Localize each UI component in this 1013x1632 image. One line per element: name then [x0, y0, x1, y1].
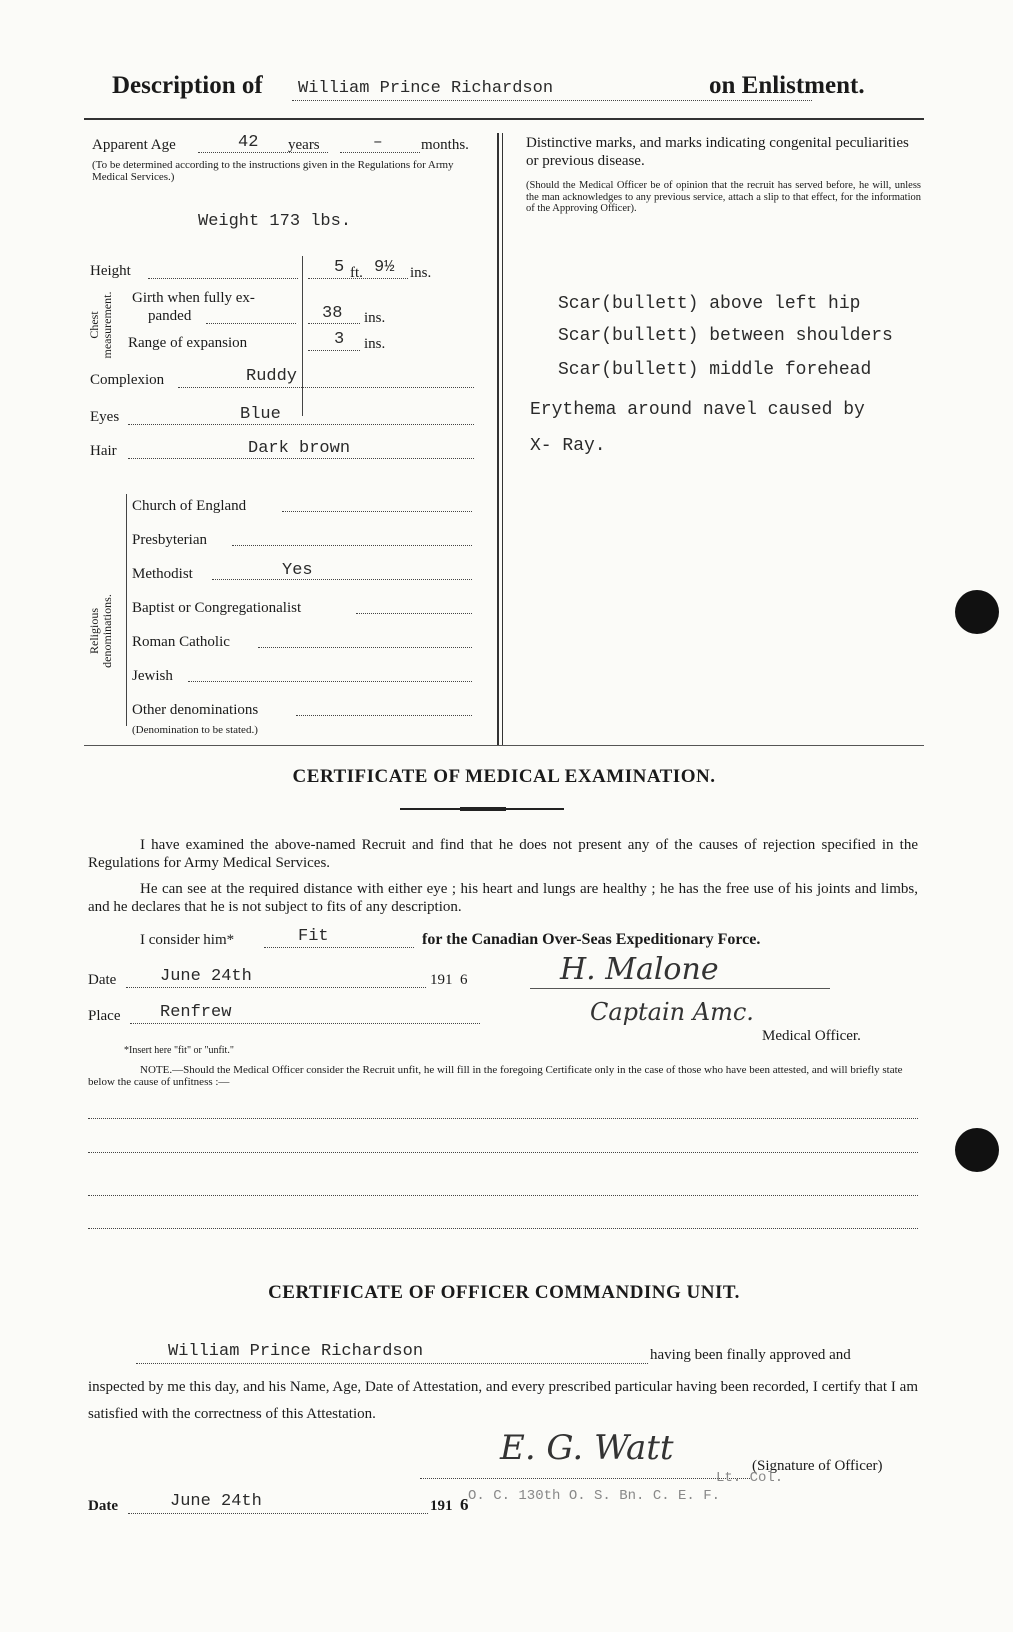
height-box-rule	[302, 256, 303, 416]
religion-line	[282, 511, 472, 512]
commanding-para-b: inspected by me this day, and his Name, Age, Date of Attestation, and every prescribed particular having been recorded, I certify that I am satisfied with the correctness of this Attestation.	[88, 1379, 918, 1422]
religion-label: Church of England	[132, 498, 247, 514]
religion-label: Jewish	[132, 668, 173, 684]
commanding-signature-line	[420, 1478, 750, 1479]
marks-section	[526, 134, 926, 464]
months-label: months.	[421, 137, 469, 153]
weight-text: Weight 173 lbs.	[198, 212, 352, 231]
complexion-line	[178, 387, 474, 388]
commanding-name-value: William Prince Richardson	[168, 1342, 424, 1361]
religion-row	[132, 633, 472, 651]
medical-title-rule-bold	[460, 807, 506, 811]
consider-line	[264, 947, 414, 948]
girth-val-line	[308, 323, 360, 324]
marks-line: Erythema around navel caused by	[530, 400, 865, 420]
commanding-year-digit: 6	[460, 1495, 469, 1514]
hair-label: Hair	[90, 443, 117, 459]
column-divider-inner	[502, 133, 503, 745]
religion-row	[132, 561, 472, 583]
header-name: William Prince Richardson	[298, 79, 554, 98]
eyes-label: Eyes	[90, 409, 120, 425]
medical-certificate-title: CERTIFICATE OF MEDICAL EXAMINATION.	[292, 766, 716, 787]
consider-value: Fit	[298, 927, 329, 946]
marks-note: (Should the Medical Officer be of opinion that the recruit has served before, he will, unless the man acknowledges to any previous service, attach a slip to that effect, for the information of the Approving Officer).	[526, 180, 921, 214]
religion-value: Yes	[282, 561, 313, 580]
punch-hole-lower	[955, 1128, 999, 1172]
description-bottom-rule	[84, 745, 924, 746]
ins-label: ins.	[410, 265, 432, 281]
form-header	[112, 70, 902, 110]
eyes-hair-section	[88, 405, 488, 475]
religion-line	[296, 715, 472, 716]
religion-row	[132, 667, 472, 685]
insert-note: *Insert here "fit" or "unfit."	[124, 1045, 234, 1056]
commanding-year-prefix: 191	[430, 1498, 453, 1514]
religion-side-label: Religious denominations.	[87, 594, 114, 668]
column-divider	[497, 133, 499, 745]
punch-hole-upper	[955, 590, 999, 634]
marks-line: Scar(bullett) above left hip	[558, 294, 861, 314]
commanding-date-line	[128, 1513, 428, 1514]
commanding-date-label: Date	[88, 1498, 118, 1514]
religion-label: Presbyterian	[132, 532, 207, 548]
commanding-certificate-title: CERTIFICATE OF OFFICER COMMANDING UNIT.	[268, 1282, 740, 1303]
medical-date-label: Date	[88, 972, 117, 988]
religion-line	[356, 613, 472, 614]
commanding-stamp-rank: Lt. Col.	[716, 1470, 784, 1486]
medical-year-digit: 6	[460, 972, 468, 988]
months-value: –	[373, 133, 383, 151]
medical-year-prefix: 191	[430, 972, 453, 988]
commanding-name-row	[88, 1342, 918, 1370]
other-denomination-note: (Denomination to be stated.)	[132, 724, 258, 736]
unfitness-line	[88, 1118, 918, 1119]
height-ft: 5	[334, 258, 345, 277]
medical-date-line	[126, 987, 426, 988]
complexion-value: Ruddy	[246, 367, 298, 386]
commanding-signature-label: (Signature of Officer)	[752, 1458, 883, 1474]
medical-officer-label: Medical Officer.	[762, 1028, 861, 1044]
marks-line: X- Ray.	[530, 436, 606, 456]
consider-row	[88, 927, 918, 954]
description-section	[88, 132, 488, 402]
hair-line	[128, 458, 474, 459]
header-prefix: Description of	[112, 72, 263, 99]
marks-line: Scar(bullett) between shoulders	[558, 326, 893, 346]
medical-date-value: June 24th	[160, 967, 252, 986]
ft-label: ft.	[350, 265, 363, 281]
religion-line	[232, 545, 472, 546]
religion-row	[132, 531, 472, 549]
religion-label: Methodist	[132, 566, 193, 582]
for-label: for the Canadian Over-Seas Expeditionary Force.	[422, 931, 761, 948]
height-val-line	[308, 278, 408, 279]
hair-value: Dark brown	[248, 439, 351, 458]
complexion-label: Complexion	[90, 372, 165, 388]
eyes-value: Blue	[240, 405, 281, 424]
religion-row	[132, 599, 472, 617]
medical-para-1: I have examined the above-named Recruit and find that he does not present any of the causes of rejection specified in the Regulations for Army Medical Services.	[88, 837, 918, 871]
unfitness-line	[88, 1152, 918, 1153]
religion-section	[88, 490, 488, 740]
marks-line: Scar(bullett) middle forehead	[558, 360, 872, 380]
years-label: years	[288, 137, 320, 153]
commanding-para-a: having been finally approved and	[650, 1347, 851, 1363]
age-note: (To be determined according to the instructions given in the Regulations for Army Medical Services.)	[92, 159, 454, 183]
range-label: Range of expansion	[128, 335, 248, 351]
religion-line	[212, 579, 472, 580]
header-rule	[84, 118, 924, 120]
religion-label: Roman Catholic	[132, 634, 230, 650]
religion-line	[188, 681, 472, 682]
header-suffix: on Enlistment.	[709, 72, 865, 99]
height-label: Height	[90, 263, 131, 279]
range-ins-label: ins.	[364, 336, 386, 352]
months-line	[340, 152, 420, 153]
medical-note: NOTE.—Should the Medical Officer consider the Recruit unfit, he will fill in the foregoing Certificate only in the case of those who have been attested, and will briefly state below the cause of unfitness :—	[88, 1064, 903, 1088]
commanding-name-line	[136, 1363, 648, 1364]
consider-label: I consider him*	[140, 932, 235, 948]
age-value: 42	[238, 133, 259, 152]
height-in: 9½	[374, 258, 395, 277]
medical-place-label: Place	[88, 1008, 121, 1024]
girth-ins-label: ins.	[364, 310, 386, 326]
religion-label: Other denominations	[132, 702, 259, 718]
girth-value: 38	[322, 304, 343, 323]
unfitness-line	[88, 1195, 918, 1196]
religion-row	[132, 497, 472, 515]
religion-label: Baptist or Congregationalist	[132, 600, 302, 616]
age-label: Apparent Age	[92, 137, 176, 153]
header-name-line	[292, 100, 812, 101]
medical-para-2: He can see at the required distance with either eye ; his heart and lungs are healthy ; he has the free use of his joints and limbs, and he declares that he is not subject to fits of any description.	[88, 881, 918, 915]
religion-row	[132, 701, 472, 719]
commanding-stamp: O. C. 130th O. S. Bn. C. E. F.	[468, 1488, 721, 1504]
medical-place-line	[130, 1023, 480, 1024]
unfitness-line	[88, 1228, 918, 1229]
medical-date-row	[88, 967, 488, 994]
girth-label-1: Girth when fully ex-	[132, 290, 255, 306]
range-value: 3	[334, 330, 345, 349]
girth-label-2: panded	[148, 308, 192, 324]
eyes-line	[128, 424, 474, 425]
height-line	[148, 278, 298, 279]
chest-side-label: Chest measurement.	[87, 291, 114, 359]
commanding-date-row	[88, 1492, 488, 1520]
medical-officer-signature: H. Malone	[560, 952, 719, 987]
commanding-officer-signature: E. G. Watt	[500, 1428, 674, 1468]
range-val-line	[308, 350, 360, 351]
medical-signature-line	[530, 988, 830, 989]
girth-line	[206, 323, 296, 324]
marks-heading: Distinctive marks, and marks indicating congenital peculiarities or previous disease.	[526, 135, 909, 169]
religion-bracket	[126, 494, 127, 726]
medical-place-row	[88, 1003, 488, 1030]
medical-officer-rank: Captain Amc.	[590, 998, 754, 1026]
religion-line	[258, 647, 472, 648]
commanding-date-value: June 24th	[170, 1492, 262, 1511]
medical-place-value: Renfrew	[160, 1003, 232, 1022]
